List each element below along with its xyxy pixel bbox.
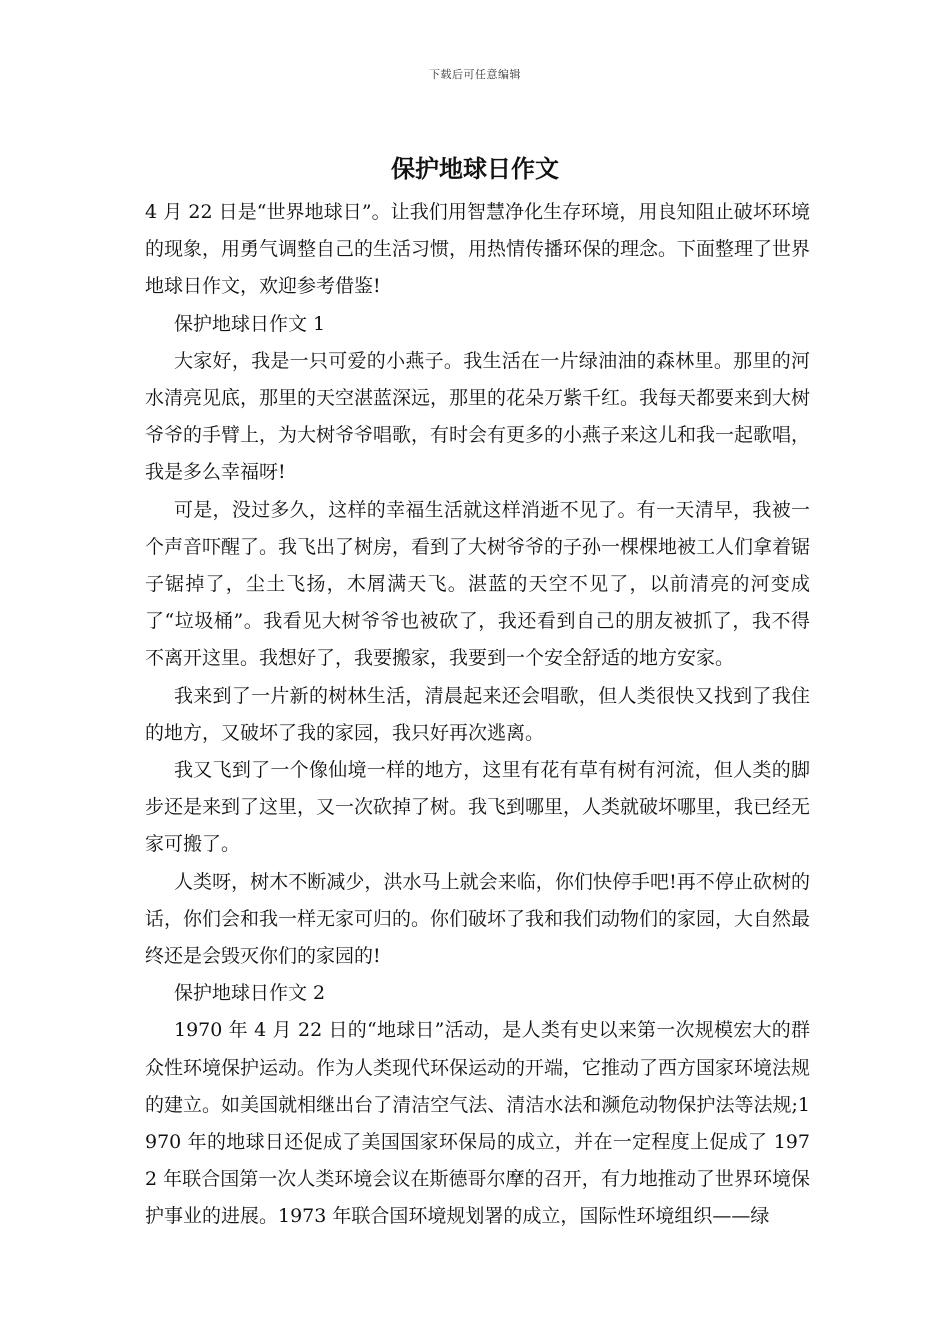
body-paragraph: 人类呀，树木不断减少，洪水马上就会来临，你们快停手吧!再不停止砍树的话，你们会和我一样无家可归的。你们破坏了我和我们动物们的家园，大自然最终还是会毁灭你们的家园的! [145,870,811,968]
section-heading-1: 保护地球日作文 1 [174,312,326,335]
header-note: 下载后可任意编辑 [429,68,521,81]
body-paragraph: 1970 年 4 月 22 日的“地球日”活动，是人类有史以来第一次规模宏大的群众性环境保护运动。作为人类现代环保运动的开端，它推动了西方国家环境法规的建立。如美国就相继出台了清洁空气法、清洁水法和濒危动物保护法等法规;1970 年的地球日还促成了美国国家环保局的成立，并在一定程度上促成了 1972 年联合国第一次人类环境会议在斯德哥尔摩的召开，有力地推动了世界环境保护事业的进展。1973 年联合国环境规划署的成立，国际性环境组织——绿 [145,1019,811,1228]
document-title: 保护地球日作文 [391,154,559,183]
body-paragraph: 我来到了一片新的树林生活，清晨起来还会唱歌，但人类很快又找到了我住的地方，又破坏了我的家园，我只好再次逃离。 [145,684,810,744]
body-paragraph: 可是，没过多久，这样的幸福生活就这样消逝不见了。有一天清早，我被一个声音吓醒了。我飞出了树房，看到了大树爷爷的子孙一棵棵地被工人们拿着锯子锯掉了，尘土飞扬，木屑满天飞。湛蓝的天空不见了，以前清亮的河变成了“垃圾桶”。我看见大树爷爷也被砍了，我还看到自己的朋友被抓了，我不得不离开这里。我想好了，我要搬家，我要到一个安全舒适的地方安家。 [145,498,811,670]
body-paragraph: 我又飞到了一个像仙境一样的地方，这里有花有草有树有河流，但人类的脚步还是来到了这里，又一次砍掉了树。我飞到哪里，人类就破坏哪里，我已经无家可搬了。 [145,759,811,856]
body-paragraph: 大家好，我是一只可爱的小燕子。我生活在一片绿油油的森林里。那里的河水清亮见底，那里的天空湛蓝深远，那里的花朵万紫千红。我每天都要来到大树爷爷的手臂上，为大树爷爷唱歌，有时会有更多的小燕子来这儿和我一起歌唱，我是多么幸福呀! [145,349,811,484]
section-heading-2: 保护地球日作文 2 [174,982,326,1005]
intro-paragraph: 4 月 22 日是“世界地球日”。让我们用智慧净化生存环境，用良知阻止破坏环境的现象，用勇气调整自己的生活习惯，用热情传播环保的理念。下面整理了世界地球日作文，欢迎参考借鉴! [145,201,811,298]
document-body [145,194,810,1236]
